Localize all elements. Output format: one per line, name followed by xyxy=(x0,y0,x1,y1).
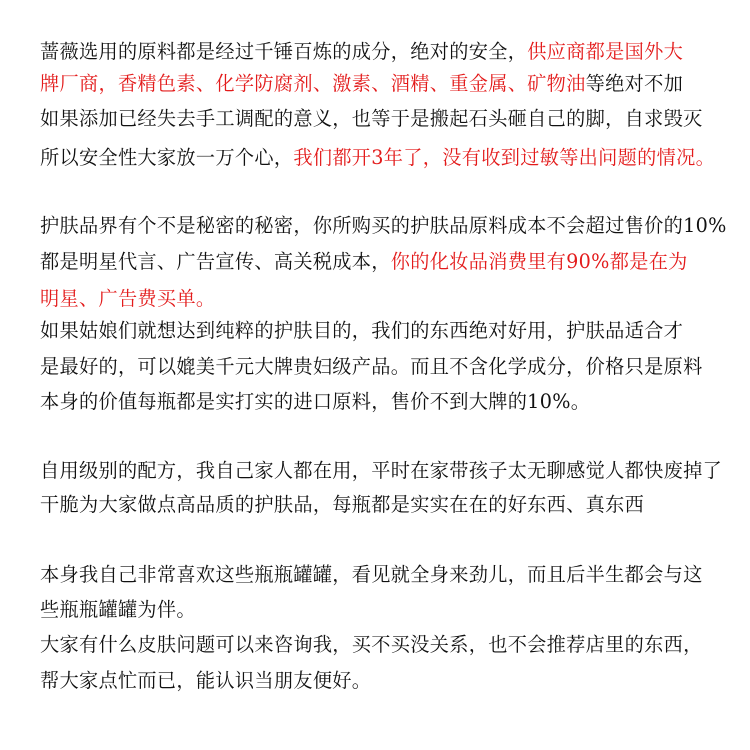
text-line xyxy=(40,287,215,311)
text-run: 如果添加已经失去手工调配的意义，也等于是搬起石头砸自己的脚，自求毁灭 xyxy=(40,107,703,130)
text-run: 护肤品界有个不是秘密的秘密，你所购买的护肤品原料成本不会超过售价的10% xyxy=(40,214,727,237)
text-run: 大家有什么皮肤问题可以来咨询我，买不买没关系，也不会推荐店里的东西， xyxy=(40,633,703,656)
text-line xyxy=(40,563,703,587)
text-line xyxy=(40,250,688,274)
highlighted-text-run: 我们都开3年了，没有收到过敏等出问题的情况。 xyxy=(293,146,716,169)
text-line xyxy=(40,107,703,131)
text-line xyxy=(40,598,196,622)
text-run: 都是明星代言、广告宣传、高关税成本， xyxy=(40,250,391,273)
text-line xyxy=(40,390,590,414)
text-line xyxy=(40,319,683,343)
text-line xyxy=(40,40,683,64)
text-run: 帮大家点忙而已，能认识当朋友便好。 xyxy=(40,669,372,692)
text-run: 些瓶瓶罐罐为伴。 xyxy=(40,598,196,621)
highlighted-text-run: 牌厂商，香精色素、化学防腐剂、激素、酒精、重金属、矿物油 xyxy=(40,72,586,95)
highlighted-text-run: 明星、广告费买单。 xyxy=(40,287,216,310)
text-line xyxy=(40,633,703,657)
text-line xyxy=(40,355,703,379)
text-run: 本身的价值每瓶都是实打实的进口原料，售价不到大牌的10%。 xyxy=(40,390,591,413)
text-line xyxy=(40,669,371,693)
text-line xyxy=(40,493,644,517)
text-run: 干脆为大家做点高品质的护肤品，每瓶都是实实在在的好东西、真东西 xyxy=(40,493,645,516)
text-run: 等绝对不加 xyxy=(585,72,684,95)
text-run: 自用级别的配方，我自己家人都在用，平时在家带孩子太无聊感觉人都快废掉了 xyxy=(40,459,723,482)
text-line xyxy=(40,459,722,483)
text-run: 蔷薇选用的原料都是经过千锤百炼的成分，绝对的安全， xyxy=(40,40,528,63)
highlighted-text-run: 供应商都是国外大 xyxy=(527,40,684,63)
text-run: 如果姑娘们就想达到纯粹的护肤目的，我们的东西绝对好用，护肤品适合才 xyxy=(40,319,684,342)
text-run: 是最好的，可以媲美千元大牌贵妇级产品。而且不含化学成分，价格只是原料 xyxy=(40,355,703,378)
text-run: 本身我自己非常喜欢这些瓶瓶罐罐，看见就全身来劲儿，而且后半生都会与这 xyxy=(40,563,703,586)
text-line xyxy=(40,214,727,238)
text-line xyxy=(40,146,715,170)
text-run: 所以安全性大家放一万个心， xyxy=(40,146,294,169)
text-line xyxy=(40,72,683,96)
highlighted-text-run: 你的化妆品消费里有90%都是在为 xyxy=(390,250,688,273)
